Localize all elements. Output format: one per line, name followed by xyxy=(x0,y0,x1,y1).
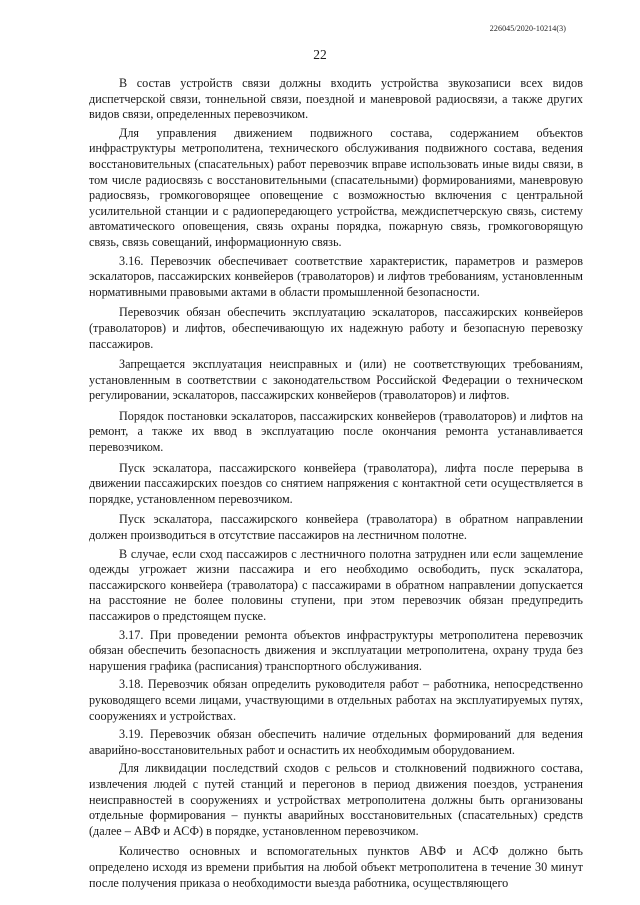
paragraph-3-17: 3.17. При проведении ремонта объектов инфраструктуры метрополитена перевозчик обязан обеспечить безопасность движения и эксплуатации метрополитена, охрану труда без нарушения графика (расписания) транспортного обслуживания. xyxy=(89,627,583,673)
paragraph-faulty-equipment: Запрещается эксплуатация неисправных и (или) не соответствующих требованиям, установленным в соответствии с законодательством Российской Федерации о техническом регулировании, эскалаторов, пассажирских конвейеров (траволаторов) и лифтов. xyxy=(89,357,583,403)
paragraph-reverse-start: Пуск эскалатора, пассажирского конвейера (траволатора) в обратном направлении должен производиться в отсутствие пассажиров на лестничном полотне. xyxy=(89,512,583,543)
paragraph-passenger-release: В случае, если сход пассажиров с лестничного полотна затруднен или если защемление одежды угрожает жизни пассажира и его необходимо освободить, пуск эскалатора, пассажирского конвейера (траволатора) с пассажирами в обратном направлении допускается на расстояние не более половины ступени, при этом перевозчик обязан предупредить пассажиров о предстоящем пуске. xyxy=(89,546,583,623)
document-code: 226045/2020-10214(3) xyxy=(489,24,566,33)
paragraph-escalator-start: Пуск эскалатора, пассажирского конвейера (траволатора), лифта после перерыва в движении пассажирских поездов со снятием напряжения с контактной сети осуществляется в порядке, установленном перевозчиком. xyxy=(89,460,583,506)
paragraph-3-18: 3.18. Перевозчик обязан определить руководителя работ – работника, непосредственно руководящего всеми лицами, участвующими в отдельных работах на эксплуатируемых путях, сооружениях и устройствах. xyxy=(89,677,583,723)
document-body xyxy=(89,76,583,891)
page-number: 22 xyxy=(313,47,327,62)
paragraph-3-16: 3.16. Перевозчик обеспечивает соответствие характеристик, параметров и размеров эскалаторов, пассажирских конвейеров (траволаторов) и лифтов требованиям, установленным нормативными правовыми актами в области промышленной безопасности. xyxy=(89,253,583,299)
paragraph-unit-count: Количество основных и вспомогательных пунктов АВФ и АСФ должно быть определено исходя из времени прибытия на любой объект метрополитена в течение 30 минут после получения приказа о необходимости выезда работника, осуществляющего xyxy=(89,844,583,890)
paragraph-repair-procedure: Порядок постановки эскалаторов, пассажирских конвейеров (траволаторов) и лифтов на ремонт, а также их ввод в эксплуатацию после окончания ремонта устанавливается перевозчиком. xyxy=(89,408,583,455)
paragraph-3-19: 3.19. Перевозчик обязан обеспечить наличие отдельных формирований для ведения аварийно-восстановительных работ и оснастить их необходимым оборудованием. xyxy=(89,727,583,757)
paragraph-emergency-units: Для ликвидации последствий сходов с рельсов и столкновений подвижного состава, извлечения людей с путей станций и перегонов в период движения поездов, устранения неисправностей в сооружениях и устройствах метрополитена должны быть организованы отдельные формирования – пункты аварийных восстановительных (спасательных) средств (далее – АВФ и АСФ) в порядке, установленном перевозчиком. xyxy=(89,761,583,838)
paragraph-escalator-operation: Перевозчик обязан обеспечить эксплуатацию эскалаторов, пассажирских конвейеров (траволаторов) и лифтов, обеспечивающую их надежную работу и безопасную перевозку пассажиров. xyxy=(89,305,583,351)
paragraph-recording-devices: В состав устройств связи должны входить устройства звукозаписи всех видов диспетчерской связи, тоннельной связи, поездной и маневровой радиосвязи, а также других видов связи, определенных перевозчиком. xyxy=(89,76,583,122)
paragraph-communication-types: Для управления движением подвижного состава, содержанием объектов инфраструктуры метрополитена, технического обслуживания подвижного состава, ведения восстановительных (спасательных) работ перевозчик вправе использовать иные виды связи, в том числе радиосвязь с восстановительными (спасательными) формированиями, маневровую радиосвязь, громкоговорящее оповещение с возможностью включения с центральной усилительной станции и с радиопередающего устройства, междиспетчерскую связь, систему автоматического оповещения, связь охраны порядка, пожарную связь, громкоговорящую связь, связь совещаний, информационную связь. xyxy=(89,125,583,249)
